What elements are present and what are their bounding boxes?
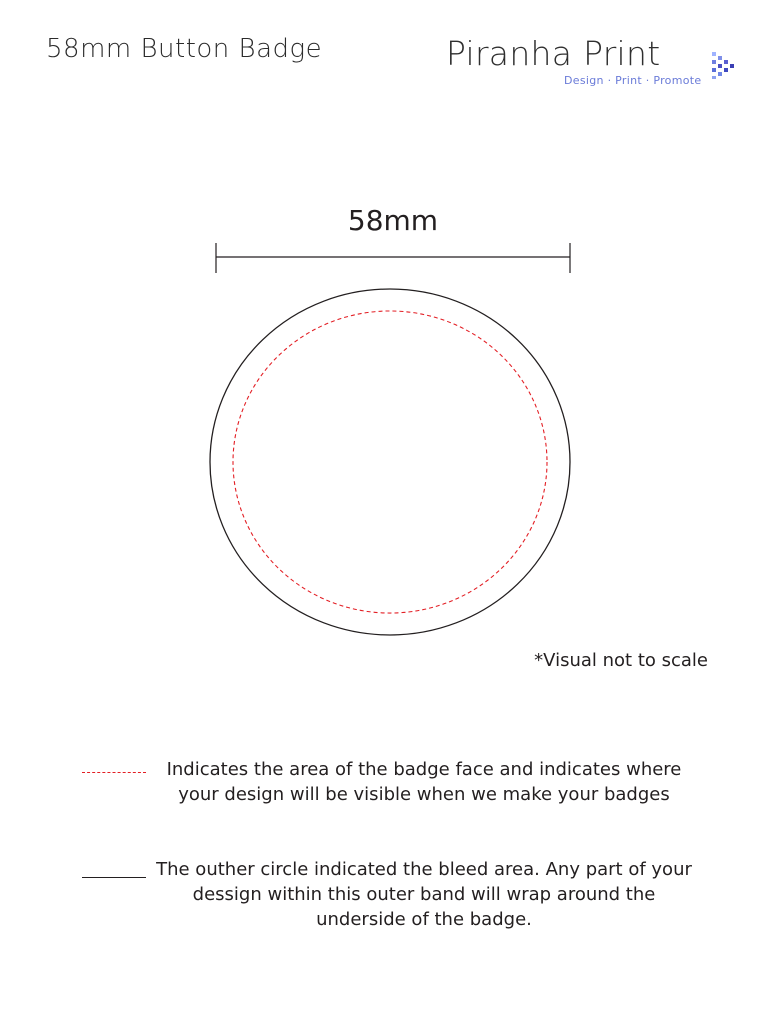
piranha-print-logo [446, 34, 746, 94]
legend-text: Indicates the area of the badge face and indicates where your design will be visible when we make your badges [166, 759, 682, 805]
badge-diagram [0, 190, 768, 650]
dashed-red-line-swatch [82, 772, 146, 773]
logo-tagline: Design · Print · Promote [564, 74, 702, 87]
badge-face-circle [233, 311, 547, 613]
scale-note: *Visual not to scale [534, 650, 708, 671]
legend-text: The outher circle indicated the bleed area. Any part of your dessign within this outer band will wrap around the underside of the badge. [156, 859, 692, 930]
solid-black-line-swatch [82, 877, 146, 878]
bleed-circle [210, 289, 570, 635]
document-title: 58mm Button Badge [46, 34, 323, 64]
pixel-arrow-icon [710, 50, 740, 80]
logo-name: Piranha Print [446, 34, 661, 73]
dimension-label: 58mm [347, 204, 439, 237]
dimension-line [216, 243, 570, 273]
